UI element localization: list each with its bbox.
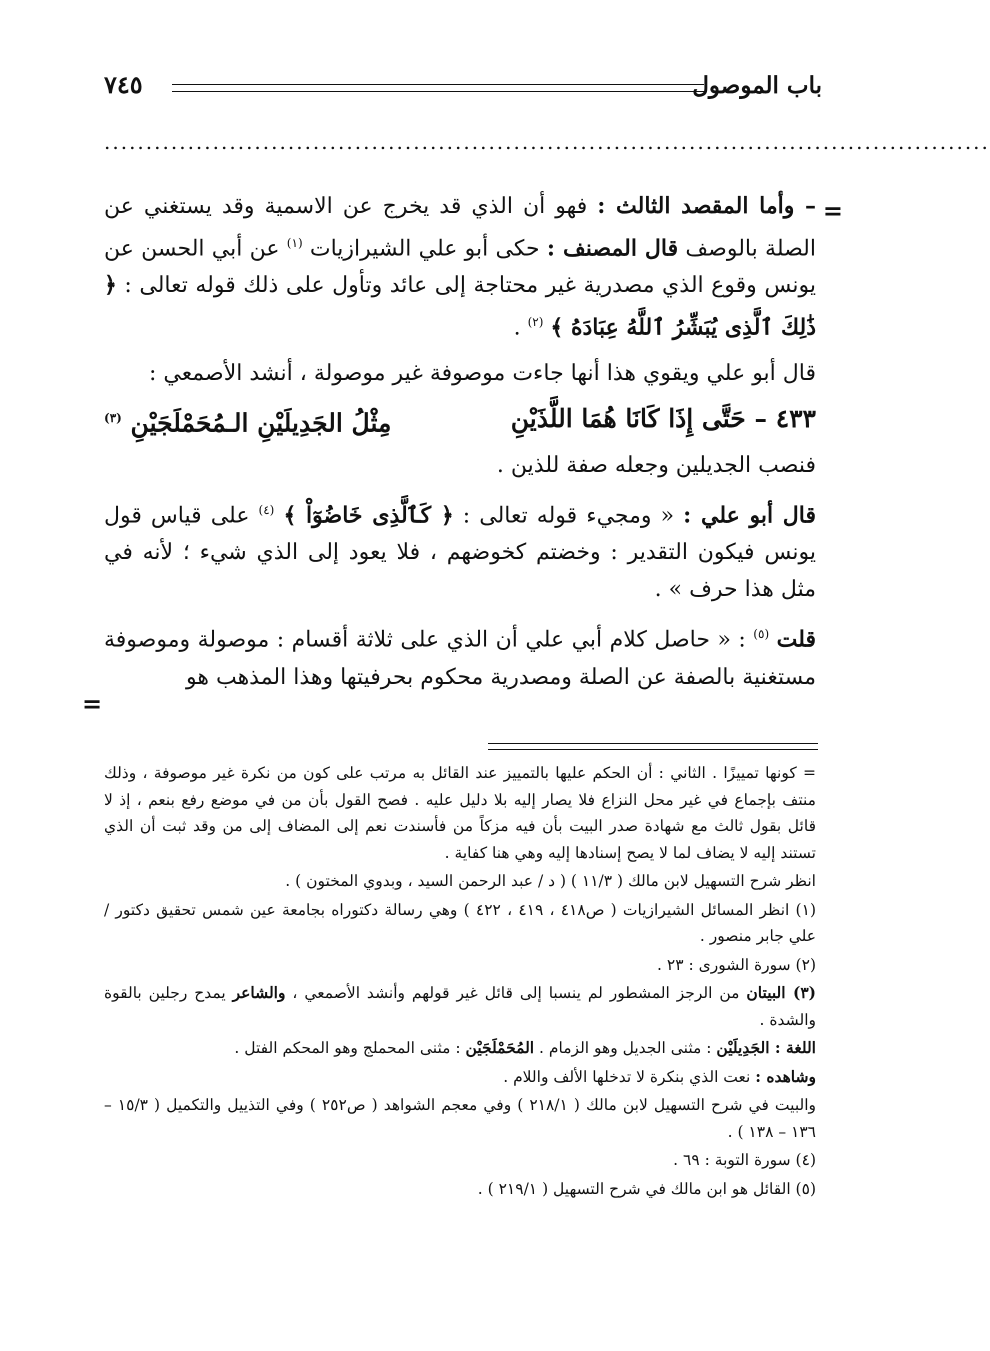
footnote-ref: (١): [286, 236, 303, 250]
verse-second-hemistich: مِثْلُ الجَدِيلَيْنِ الـمُحَمْلَجَيْنِ $^{(٣)}$: [104, 407, 392, 437]
footnote-ref: (٣): [104, 410, 122, 425]
header-double-rule: [172, 84, 704, 92]
poetry-verse: [104, 400, 816, 441]
footnote-1: (١) انظر المسائل الشيرازيات ( ص٤١٨ ، ٤١٩ ، ٤٢٢ ) وهي رسالة دكتوراه بجامعة عين شمس تحقيق دكتور / علي جابر منصور .: [104, 900, 816, 945]
paragraph-3: فنصب الجديلين وجعله صفة للذين .: [496, 452, 816, 478]
quran-quote: ﴿ ذَٰلِكَ ٱلَّذِى يُبَشِّرُ ٱللَّهُ عِبَادَهُ ﴾: [104, 272, 816, 341]
footnote-5: (٥) القائل هو ابن مالك في شرح التسهيل ( ٢١٩/١ ) .: [477, 1179, 816, 1198]
paragraph-lead: قال أبو علي :: [683, 502, 817, 529]
footnote-2: (٢) سورة الشورى : ٢٣ .: [657, 955, 816, 974]
chapter-title: باب الموصول: [692, 72, 822, 99]
footnote-ref: (٢): [527, 315, 544, 330]
footnote-ref: (٤): [258, 502, 275, 517]
continuation-mark-top: =: [822, 196, 843, 225]
continuation-mark-bottom: =: [82, 689, 103, 718]
dotted-separator: ..........................................................................................................: [104, 130, 990, 154]
footnote-3-language: اللغة : الجَدِيلَيْن : مثنى الجديل وهو الزمام . المُحَمْلَجَيْن : مثنى المحملج وهو المحكم الفتل .: [234, 1038, 816, 1057]
footnote-ref: (٥): [753, 627, 770, 642]
footnote-continued-source: انظر شرح التسهيل لابن مالك ( ١١/٣ ) ( د / عبد الرحمن السيد ، وبدوي المختون ) .: [285, 872, 816, 890]
paragraph-lead: – وأما المقصد الثالث :: [597, 193, 817, 219]
paragraph-2: قال أبو علي ويقوي هذا أنها جاءت موصوفة غير موصولة ، أنشد الأصمعي :: [148, 360, 816, 386]
paragraph-1: – وأما المقصد الثالث : فهو أن الذي قد يخرج عن الاسمية وقد يستغني عن الصلة بالوصف قال المصنف : حكى أبو علي الشيرازيات $^{(١)}$ عن أبي الحسن عن يونس وقوع الذي مصدرية غير محتاجة إلى عائد وتأول على ذلك قوله تعالى : ﴿ ذَٰلِكَ ٱلَّذِى يُبَشِّرُ ٱللَّهُ عِبَادَهُ ﴾ $^{(٢)}$ .: [104, 193, 817, 341]
paragraph-5: قلت $^{(٥)}$ : « حاصل كلام أبي علي أن الذي على ثلاثة أقسام : موصولة وموصوفة مستغنية بالصفة عن الصلة ومصدرية محكوم بحرفيتها وهذا المذهب هو: [104, 626, 817, 690]
quran-quote: ﴿ كَٱلَّذِى خَاضُوٓاْ ﴾: [283, 502, 454, 529]
footnotes: [104, 760, 816, 1204]
footnote-3: (٣) البيتان من الرجز المشطور لم ينسبا إلى قائل غير قولهم وأنشد الأصمعي ، والشاعر يمدح رجلين بالقوة والشدة .: [104, 983, 816, 1029]
footnote-3-source: والبيت في شرح التسهيل لابن مالك ( ٢١٨/١ ) وفي معجم الشواهد ( ص٢٥٢ ) وفي التذييل والتكميل ( ١٥/٣ – ١٣٦ – ١٣٨ ) .: [104, 1096, 817, 1141]
main-text: [104, 188, 816, 704]
paragraph-4: قال أبو علي : « ومجيء قوله تعالى : ﴿ كَٱلَّذِى خَاضُوٓاْ ﴾ $^{(٤)}$ على قياس قول يونس فيكون التقدير : وخضتم كخوضهم ، فلا يعود إلى الذي شيء ؛ لأنه في مثل هذا حرف » .: [104, 502, 817, 603]
verse-number: ٤٣٣ –: [754, 403, 816, 433]
page-number: ٧٤٥: [104, 70, 143, 99]
paragraph-lead: قلت: [776, 626, 817, 653]
verse-first-hemistich: ٤٣٣ – حَتَّى إِذَا كَانَا هُمَا اللَّذَيْنِ: [510, 403, 816, 433]
footnote-4: (٤) سورة التوبة : ٦٩ .: [673, 1151, 816, 1169]
author-label: قال المصنف :: [546, 235, 679, 262]
footnote-continued: = كونها تمييزًا . الثاني : أن الحكم عليها بالتمييز عند القائل به مرتب على كون من نكرة غير موصوفة ، وذلك منتف بإجماع في غير محل النزاع فلا يصار إليه بلا دليل عليه . فصح القول بأن من في موضع رفع بنعم ، إذ لا قائل بقول ثالث مع شهادة صدر البيت بأن فيه مزكاً من فأسندت نعم إلى المضاف إلى من وقد ثبت أن الذي تستند إليه لا يضاف لما لا يصح إسنادها إليه وهي هنا كفاية .: [104, 764, 816, 862]
running-header: [104, 70, 822, 110]
footnote-rule: [488, 743, 818, 750]
footnote-3-witness: وشاهده : نعت الذي بنكرة لا تدخلها الألف واللام .: [503, 1066, 816, 1086]
